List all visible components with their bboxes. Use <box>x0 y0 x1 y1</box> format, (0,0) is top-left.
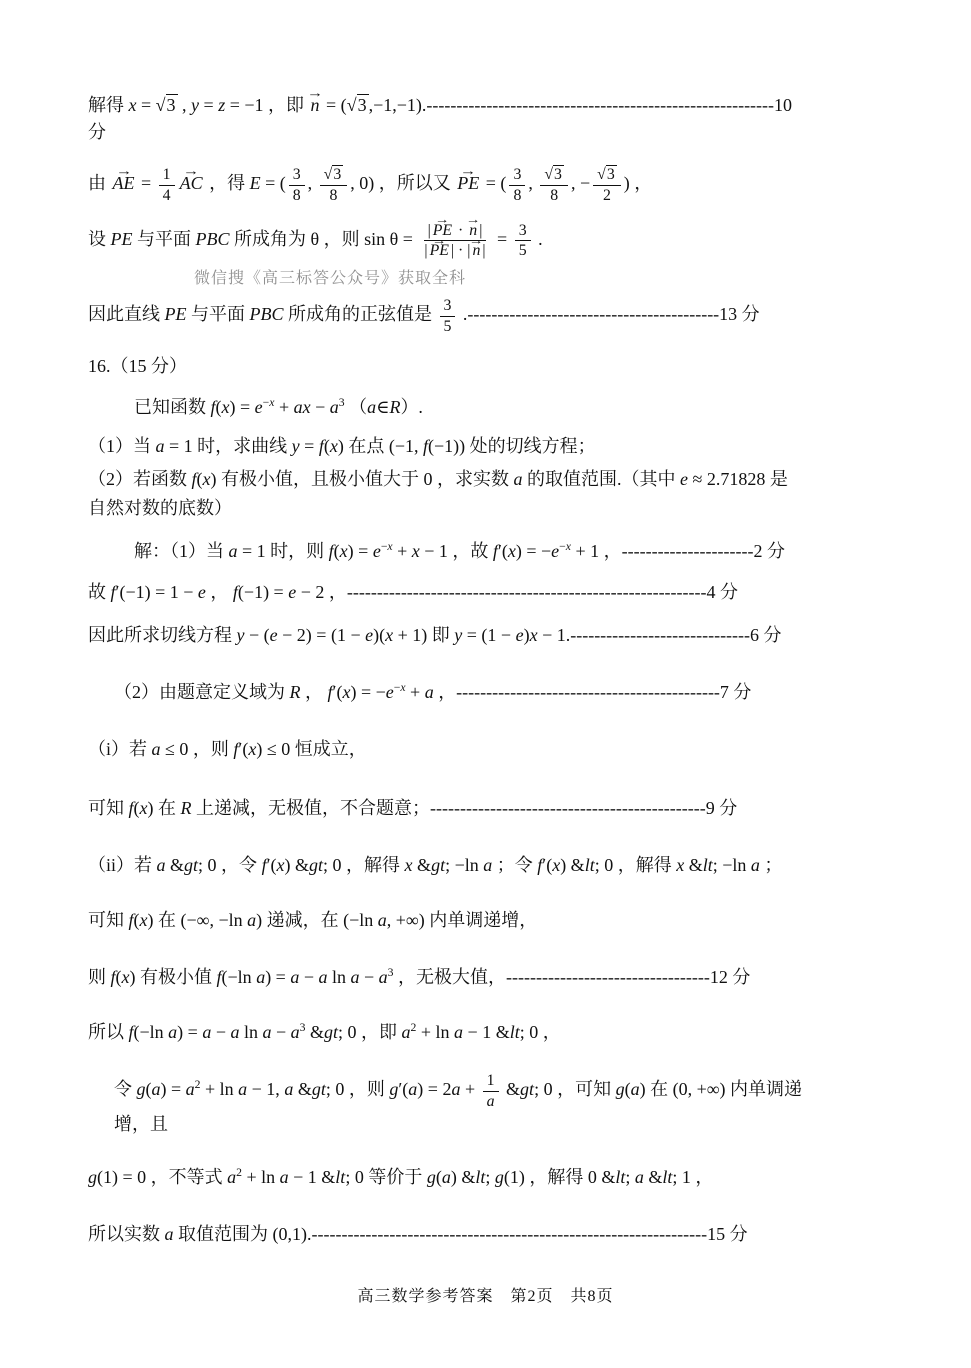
math-line: 故 f′(−1) = 1 − e ， f(−1) = e − 2 ，------------------------------------------------------------4 分 <box>88 581 739 602</box>
math-line: 则 f(x) 有极小值 f(−ln a) = a − a $\ln a - a^3$ ，无极大值，----------------------------------12 分 <box>88 965 751 987</box>
math-line: 16.（15 分） <box>88 355 187 376</box>
document-body <box>88 92 813 1248</box>
math-line: 解：（1）当 a = 1 时，则 $f(x) = e^{-x} + x - 1$ ，故 $f'(x) = -e^{-x} + 1$ ，----------------------2 分 <box>134 539 785 561</box>
math-line: 已知函数 $f(x) = e^{-x}$ + ax − $a^3$ （a∈R）. <box>134 395 423 417</box>
math-line: （2）若函数 f(x) 有极小值，且极小值大于 0 ，求实数 a 的取值范围.（其中 e ≈ 2.71828 是 <box>88 468 788 489</box>
math-line: 所以实数 a 取值范围为 (0,1).------------------------------------------------------------------15 分 <box>88 1224 748 1245</box>
page-footer: 高三数学参考答案 第2页 共8页 <box>357 1288 614 1305</box>
math-line: 可知 f(x) 在 R 上递减，无极值，不合题意；----------------------------------------------9 分 <box>88 797 738 818</box>
math-line: 自然对数的底数） <box>88 497 232 518</box>
watermark-text: 微信搜《高三标答公众号》获取全科 <box>194 270 467 288</box>
math-line: 解得 x = √3 , y = z = −1 ，即 → n = (√3 ,−1,−1).----------------------------------------------------------10 分 <box>88 92 813 146</box>
math-line: 因此所求切线方程 y − (e − 2) = (1 − e)(x + 1) 即 y = (1 − e)x − 1.------------------------------6 分 <box>88 624 782 645</box>
math-line: 由 → AE = $\frac{1}{4}$ → AC ，得 E = ( $\frac{3}{8}$ , $\frac{√3}{8}$ , 0) ，所以又 → PE = ( $\frac{3}{8}$ , $\frac{√3}{8}$ , − $\frac{√3}{2}$ ) ， <box>88 164 813 206</box>
math-line: 因此直线 PE 与平面 PBC 所成角的正弦值是 $\frac{3}{5}$ .------------------------------------------13 分 <box>88 297 760 335</box>
math-line: （i）若 a ≤ 0 ，则 f′(x) ≤ 0 恒成立， <box>88 738 367 759</box>
math-line: 可知 f(x) 在 (−∞, −ln a) 递减，在 (−ln a, +∞) 内单调递增， <box>88 909 538 930</box>
math-line: （2）由题意定义域为 R ， $f'(x) = -e^{-x} + a$ ，--------------------------------------------7 分 <box>114 680 752 702</box>
math-line: g(1) = 0 ，不等式 $a^2 + \ln a - 1$ &lt; 0 等价于 g(a) &lt; g(1) ，解得 0 &lt; a &lt; 1 ， <box>88 1166 714 1188</box>
math-line: 所以 f(−ln a) = a − a $\ln a - a^3$ &gt; 0 ，即 $a^2 + \ln a - 1$ &lt; 0 ， <box>88 1020 561 1042</box>
math-line: （1）当 a = 1 时，求曲线 y = f(x) 在点 (−1, f(−1)) 处的切线方程； <box>88 435 596 456</box>
math-line: （ii）若 a &gt; 0 ，令 f′(x) &gt; 0 ，解得 x &gt; −ln a ；令 f′(x) &lt; 0 ，解得 x &lt; −ln a ； <box>88 854 783 875</box>
math-line: 设 PE 与平面 PBC 所成角为 θ ，则 sin θ = $\frac{| \to PE \cdot \to n |}{| \to PE | \cdot | \to n |}$ = $\frac{3}{5}$ . <box>88 220 813 262</box>
math-line: 令 $g(a) = a^2 + \ln a - 1$, a &gt; 0 ，则 g′(a) = 2a + $\frac{1}{a}$ &gt; 0 ，可知 g(a) 在 (0, +∞) 内单调递增，且 <box>114 1071 803 1135</box>
